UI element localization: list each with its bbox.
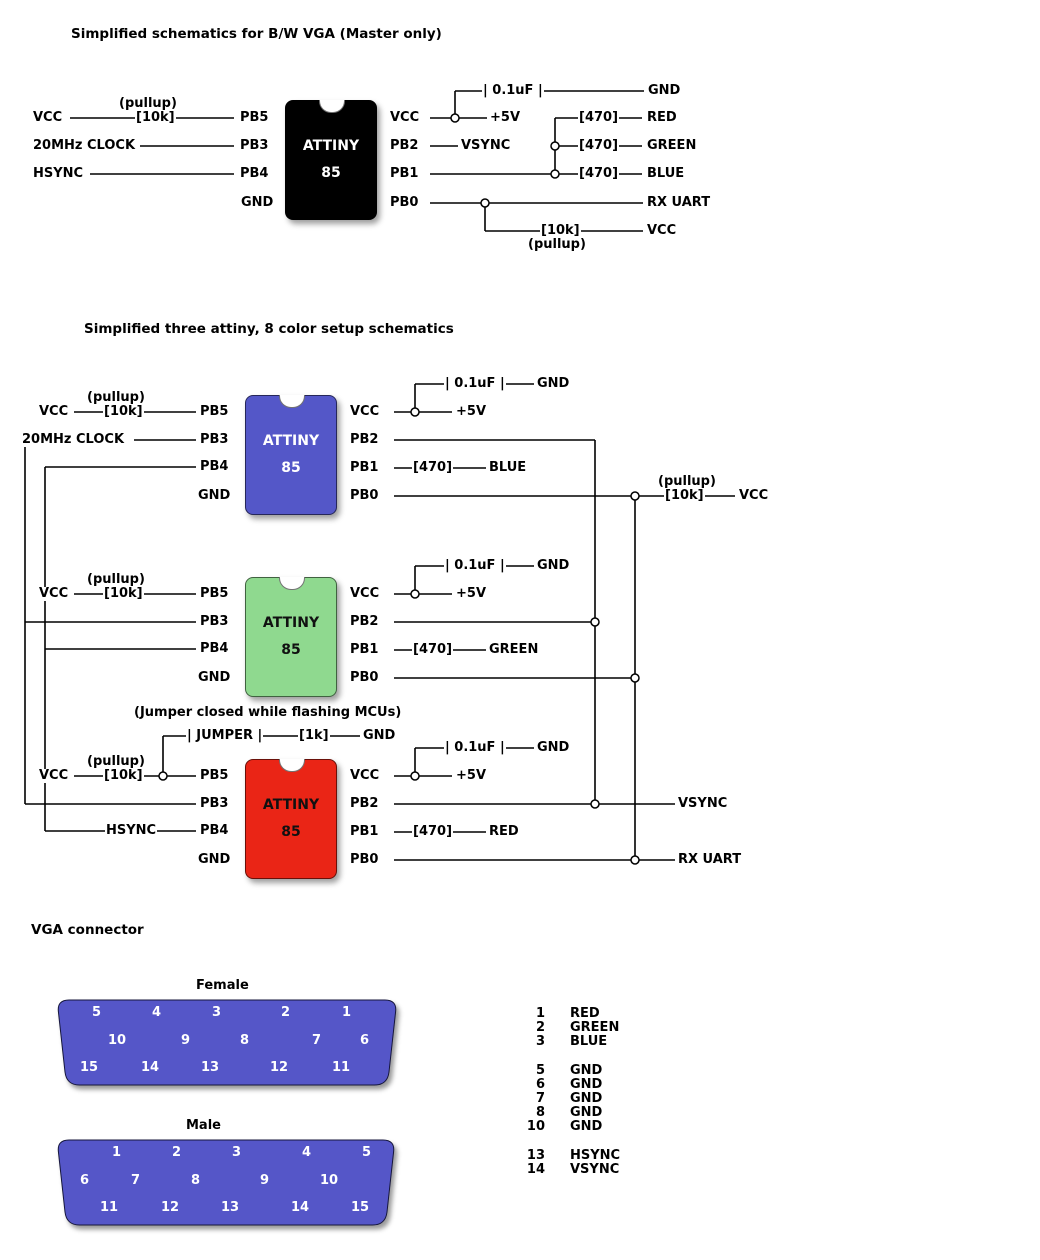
pin-label-pb5: PB5 xyxy=(200,586,229,601)
pin-signal-cell: HSYNC xyxy=(570,1148,621,1163)
resistor-label-470: [470] xyxy=(413,460,453,475)
capacitor-label: | 0.1uF | xyxy=(445,376,505,391)
pullup-note: (pullup) xyxy=(87,572,145,587)
female-connector-label: Female xyxy=(196,978,249,993)
pin-signal-cell: VSYNC xyxy=(570,1162,620,1177)
jumper-label: | JUMPER | xyxy=(187,728,263,743)
net-label-vcc: VCC xyxy=(739,488,769,503)
net-label-gnd: GND xyxy=(537,740,570,755)
pin-table-row xyxy=(521,1035,620,1049)
resistor-label-10k: [10k] xyxy=(104,768,143,783)
male-pin-14: 14 xyxy=(291,1200,310,1215)
chip-number: 85 xyxy=(281,824,301,840)
chip-name: ATTINY xyxy=(302,138,360,154)
jumper-note: (Jumper closed while flashing MCUs) xyxy=(134,705,402,720)
attiny-chip-blue xyxy=(245,395,337,515)
pin-table-group-grounds xyxy=(521,1064,620,1134)
male-pin-11: 11 xyxy=(100,1200,119,1215)
female-pin-13: 13 xyxy=(201,1060,220,1075)
resistor-label-10k: [10k] xyxy=(136,110,175,125)
pin-signal-cell: BLUE xyxy=(570,1034,608,1049)
pin-signal-cell: GREEN xyxy=(570,1020,620,1035)
pin-table-row xyxy=(521,1092,620,1106)
male-pin-8: 8 xyxy=(191,1173,201,1188)
signal-label-hsync: HSYNC xyxy=(106,823,157,838)
net-label-gnd: GND xyxy=(363,728,396,743)
pin-label-pb3: PB3 xyxy=(200,432,229,447)
pin-number-cell: 10 xyxy=(526,1119,545,1134)
chip-number: 85 xyxy=(281,460,301,476)
attiny-chip-bw-master xyxy=(285,100,377,220)
pin-label-gnd: GND xyxy=(198,488,231,503)
female-pin-8: 8 xyxy=(240,1033,250,1048)
chip-name: ATTINY xyxy=(262,433,320,449)
female-pin-2: 2 xyxy=(281,1005,291,1020)
pin-table-row xyxy=(521,1163,620,1177)
resistor-label-1k: [1k] xyxy=(299,728,329,743)
pin-label-vcc: VCC xyxy=(350,768,380,783)
pin-table-group-sync xyxy=(521,1149,620,1177)
pin-signal-cell: GND xyxy=(570,1077,603,1092)
pin-label-pb0: PB0 xyxy=(350,670,379,685)
pin-label-gnd: GND xyxy=(198,670,231,685)
pin-table-row xyxy=(521,1021,620,1035)
resistor-label-10k: [10k] xyxy=(104,404,143,419)
net-label-vcc: VCC xyxy=(39,586,69,601)
pin-label-pb5: PB5 xyxy=(200,404,229,419)
pin-label-pb3: PB3 xyxy=(240,138,269,153)
capacitor-label: | 0.1uF | xyxy=(445,558,505,573)
female-pin-11: 11 xyxy=(332,1060,351,1075)
net-label-clock: 20MHz CLOCK xyxy=(33,138,136,153)
section1-title: Simplified schematics for B/W VGA (Master only) xyxy=(71,26,442,42)
female-pin-1: 1 xyxy=(342,1005,352,1020)
resistor-label-470: [470] xyxy=(413,824,453,839)
chip-notch xyxy=(319,100,345,113)
pin-table-row xyxy=(521,1149,620,1163)
female-pin-3: 3 xyxy=(212,1005,222,1020)
pullup-note: (pullup) xyxy=(119,96,177,111)
net-label-vcc: VCC xyxy=(33,110,63,125)
signal-label-rx-uart: RX UART xyxy=(678,852,742,867)
net-label-5v: +5V xyxy=(490,110,520,125)
pin-label-pb3: PB3 xyxy=(200,796,229,811)
pin-label-pb1: PB1 xyxy=(350,642,379,657)
pin-label-pb2: PB2 xyxy=(350,614,379,629)
vga-pin-table xyxy=(521,1007,620,1192)
pin-label-pb0: PB0 xyxy=(350,488,379,503)
pin-label-gnd: GND xyxy=(198,852,231,867)
resistor-label-470: [470] xyxy=(579,166,619,181)
female-pin-10: 10 xyxy=(108,1033,127,1048)
female-pin-14: 14 xyxy=(141,1060,160,1075)
male-pin-7: 7 xyxy=(131,1173,141,1188)
female-pin-4: 4 xyxy=(152,1005,162,1020)
pin-label-pb0: PB0 xyxy=(350,852,379,867)
male-pin-1: 1 xyxy=(112,1145,122,1160)
pin-label-pb5: PB5 xyxy=(240,110,269,125)
pin-number-cell: 7 xyxy=(535,1091,545,1106)
color-label-blue: BLUE xyxy=(489,460,527,475)
capacitor-label: | 0.1uF | xyxy=(483,83,543,98)
net-label-gnd: GND xyxy=(537,376,570,391)
pin-label-pb4: PB4 xyxy=(200,823,229,838)
pin-label-vcc: VCC xyxy=(350,586,380,601)
attiny-chip-red xyxy=(245,759,337,879)
pullup-note: (pullup) xyxy=(87,390,145,405)
pin-table-row xyxy=(521,1007,620,1021)
pin-label-pb5: PB5 xyxy=(200,768,229,783)
pin-number-cell: 8 xyxy=(535,1105,545,1120)
pin-signal-cell: GND xyxy=(570,1091,603,1106)
signal-label-rx-uart: RX UART xyxy=(647,195,711,210)
male-pin-15: 15 xyxy=(351,1200,370,1215)
resistor-label-470: [470] xyxy=(413,642,453,657)
pin-number-cell: 1 xyxy=(535,1006,545,1021)
color-label-red: RED xyxy=(489,824,519,839)
pin-table-group-colors xyxy=(521,1007,620,1049)
male-pin-3: 3 xyxy=(232,1145,242,1160)
female-pin-12: 12 xyxy=(270,1060,289,1075)
male-pin-4: 4 xyxy=(302,1145,312,1160)
chip-notch xyxy=(279,759,305,772)
female-pin-5: 5 xyxy=(92,1005,102,1020)
male-pin-9: 9 xyxy=(260,1173,270,1188)
pin-signal-cell: GND xyxy=(570,1105,603,1120)
signal-label-hsync: HSYNC xyxy=(33,166,84,181)
pin-table-row xyxy=(521,1064,620,1078)
pin-label-pb2: PB2 xyxy=(350,796,379,811)
pin-label-gnd: GND xyxy=(241,195,274,210)
pin-number-cell: 13 xyxy=(526,1148,545,1163)
net-label-5v: +5V xyxy=(456,586,486,601)
pullup-note: (pullup) xyxy=(87,754,145,769)
resistor-label-10k: [10k] xyxy=(104,586,143,601)
female-pin-7: 7 xyxy=(312,1033,322,1048)
net-label-vcc: VCC xyxy=(39,404,69,419)
female-pin-6: 6 xyxy=(360,1033,370,1048)
net-label-gnd: GND xyxy=(537,558,570,573)
chip-name: ATTINY xyxy=(262,615,320,631)
pin-table-row xyxy=(521,1106,620,1120)
female-pin-9: 9 xyxy=(181,1033,191,1048)
pin-number-cell: 6 xyxy=(535,1077,545,1092)
net-label-vcc: VCC xyxy=(39,768,69,783)
net-label-clock: 20MHz CLOCK xyxy=(22,432,125,447)
pullup-note: (pullup) xyxy=(658,474,716,489)
pin-label-pb1: PB1 xyxy=(350,460,379,475)
pin-label-pb3: PB3 xyxy=(200,614,229,629)
pin-label-vcc: VCC xyxy=(390,110,420,125)
resistor-label-470: [470] xyxy=(579,110,619,125)
chip-name: ATTINY xyxy=(262,797,320,813)
female-pin-15: 15 xyxy=(80,1060,99,1075)
section3-title: VGA connector xyxy=(31,922,144,938)
pin-label-pb0: PB0 xyxy=(390,195,419,210)
color-label-green: GREEN xyxy=(489,642,539,657)
pin-label-pb1: PB1 xyxy=(350,824,379,839)
pin-label-pb2: PB2 xyxy=(390,138,419,153)
pin-label-pb2: PB2 xyxy=(350,432,379,447)
male-pin-12: 12 xyxy=(161,1200,180,1215)
male-pin-5: 5 xyxy=(362,1145,372,1160)
attiny-chip-green xyxy=(245,577,337,697)
chip-number: 85 xyxy=(281,642,301,658)
section2-title: Simplified three attiny, 8 color setup schematics xyxy=(84,321,454,337)
pin-signal-cell: RED xyxy=(570,1006,600,1021)
pin-table-row xyxy=(521,1078,620,1092)
pin-number-cell: 3 xyxy=(535,1034,545,1049)
color-label-red: RED xyxy=(647,110,677,125)
pin-label-pb4: PB4 xyxy=(200,459,229,474)
male-connector-label: Male xyxy=(186,1118,221,1133)
pin-signal-cell: GND xyxy=(570,1119,603,1134)
pin-number-cell: 14 xyxy=(526,1162,545,1177)
resistor-label-470: [470] xyxy=(579,138,619,153)
section2-wires xyxy=(25,384,735,860)
pullup-note: (pullup) xyxy=(528,237,586,252)
chip-notch xyxy=(279,395,305,408)
pin-table-row xyxy=(521,1120,620,1134)
pin-signal-cell: GND xyxy=(570,1063,603,1078)
male-pin-10: 10 xyxy=(320,1173,339,1188)
chip-number: 85 xyxy=(321,165,341,181)
pin-number-cell: 5 xyxy=(535,1063,545,1078)
pin-label-pb1: PB1 xyxy=(390,166,419,181)
male-pin-13: 13 xyxy=(221,1200,240,1215)
resistor-label-10k: [10k] xyxy=(665,488,704,503)
pin-number-cell: 2 xyxy=(535,1020,545,1035)
male-pin-2: 2 xyxy=(172,1145,182,1160)
chip-notch xyxy=(279,577,305,590)
pin-label-pb4: PB4 xyxy=(200,641,229,656)
resistor-label-10k: [10k] xyxy=(541,223,580,238)
pin-label-vcc: VCC xyxy=(350,404,380,419)
color-label-blue: BLUE xyxy=(647,166,685,181)
color-label-green: GREEN xyxy=(647,138,697,153)
net-label-gnd: GND xyxy=(648,83,681,98)
net-label-5v: +5V xyxy=(456,404,486,419)
signal-label-vsync: VSYNC xyxy=(461,138,511,153)
capacitor-label: | 0.1uF | xyxy=(445,740,505,755)
pin-label-pb4: PB4 xyxy=(240,166,269,181)
net-label-5v: +5V xyxy=(456,768,486,783)
male-pin-6: 6 xyxy=(80,1173,90,1188)
signal-label-vsync: VSYNC xyxy=(678,796,728,811)
net-label-vcc: VCC xyxy=(647,223,677,238)
